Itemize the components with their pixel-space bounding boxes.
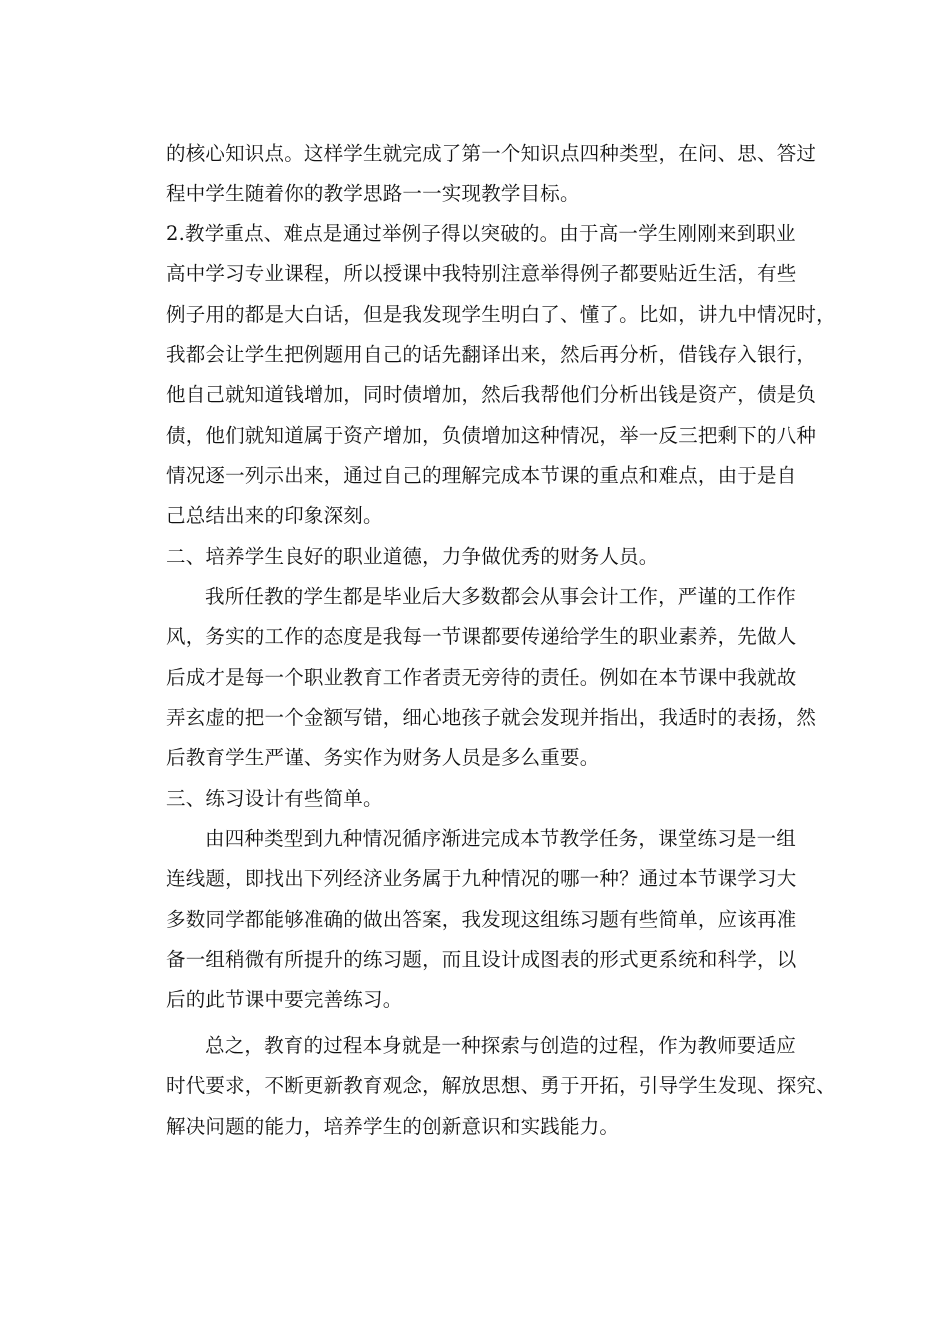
text-line: 我都会让学生把例题用自己的话先翻译出来，然后再分析，借钱存入银行，	[166, 343, 817, 366]
text-line: 风，务实的工作的态度是我每一节课都要传递给学生的职业素养，先做人	[166, 625, 797, 648]
text-line: 后的此节课中要完善练习。	[166, 988, 403, 1011]
text-line: 后成才是每一个职业教育工作者责无旁待的责任。例如在本节课中我就故	[166, 666, 797, 689]
text-line: 时代要求，不断更新教育观念，解放思想、勇于开拓，引导学生发现、探究、	[166, 1074, 836, 1097]
text-line: 后教育学生严谨、务实作为财务人员是多么重要。	[166, 746, 600, 769]
text-line: 多数同学都能够准确的做出答案，我发现这组练习题有些简单，应该再准	[166, 908, 797, 931]
text-line: 2.教学重点、难点是通过举例子得以突破的。由于高一学生刚刚来到职业	[166, 222, 796, 245]
text-line: 债，他们就知道属于资产增加，负债增加这种情况，举一反三把剩下的八种	[166, 424, 817, 447]
text-line: 情况逐一列示出来，通过自己的理解完成本节课的重点和难点，由于是自	[166, 464, 797, 487]
text-line: 高中学习专业课程，所以授课中我特别注意举得例子都要贴近生活，有些	[166, 262, 797, 285]
text-line: 我所任教的学生都是毕业后大多数都会从事会计工作，严谨的工作作	[205, 585, 797, 608]
text-line: 例子用的都是大白话，但是我发现学生明白了、懂了。比如，讲九中情况时，	[166, 303, 836, 326]
text-line: 解决问题的能力，培养学生的创新意识和实践能力。	[166, 1115, 620, 1138]
text-line: 程中学生随着你的教学思路一一实现教学目标。	[166, 182, 580, 205]
text-line: 己总结出来的印象深刻。	[166, 504, 383, 527]
text-line: 连线题，即找出下列经济业务属于九种情况的哪一种？通过本节课学习大	[166, 867, 797, 890]
text-line: 他自己就知道钱增加，同时债增加，然后我帮他们分析出钱是资产，债是负	[166, 383, 817, 406]
text-line: 的核心知识点。这样学生就完成了第一个知识点四种类型，在问、思、答过	[166, 142, 817, 165]
text-line: 总之，教育的过程本身就是一种探索与创造的过程，作为教师要适应	[205, 1034, 797, 1057]
text-line: 弄玄虚的把一个金额写错，细心地孩子就会发现并指出，我适时的表扬，然	[166, 706, 817, 729]
section-heading: 三、练习设计有些简单。	[166, 787, 383, 810]
text-line: 由四种类型到九种情况循序渐进完成本节教学任务，课堂练习是一组	[205, 827, 797, 850]
section-heading: 二、培养学生良好的职业道德，力争做优秀的财务人员。	[166, 545, 659, 568]
text-line: 备一组稍微有所提升的练习题，而且设计成图表的形式更系统和科学，以	[166, 948, 797, 971]
